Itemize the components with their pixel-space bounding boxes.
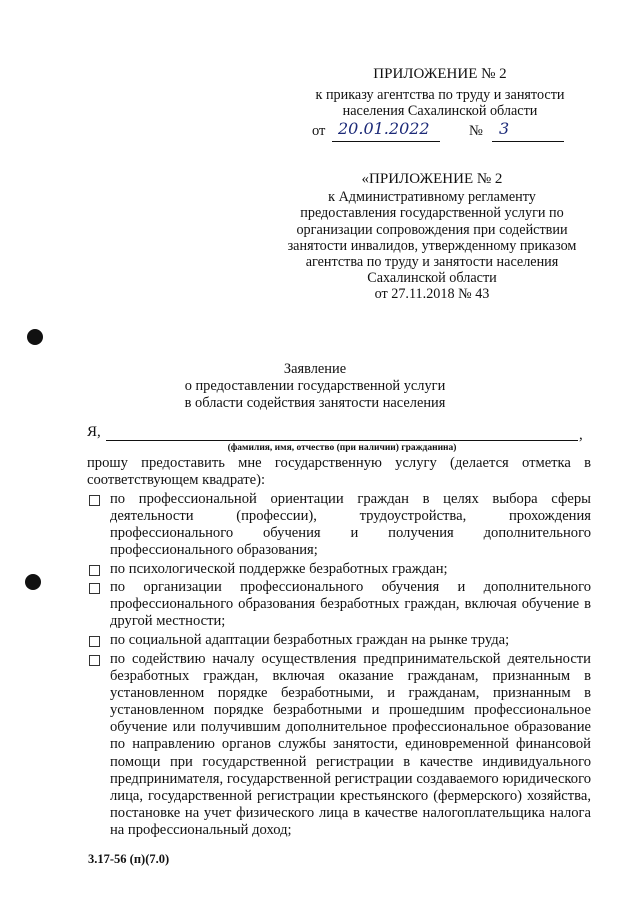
- appendix-line: населения Сахалинской области: [342, 103, 538, 119]
- form-code: 3.17-56 (п)(7.0): [88, 852, 170, 866]
- handwritten-date: 20.01.2022: [338, 119, 430, 138]
- regulation-line: организации сопровождения при содействии: [296, 221, 568, 238]
- appendix-line: к приказу агентства по труду и занятости: [315, 87, 565, 103]
- service-option: [87, 561, 591, 578]
- regulation-line: агентства по труду и занятости населения: [305, 254, 559, 271]
- number-label: №: [469, 123, 483, 139]
- handwritten-number: 3: [499, 119, 510, 138]
- appendix-header: [300, 66, 580, 119]
- option-checkbox[interactable]: [89, 583, 100, 594]
- from-label: от: [312, 123, 326, 139]
- title-line: в области содействия занятости населения: [184, 395, 446, 411]
- option-checkbox[interactable]: [89, 495, 100, 506]
- request-intro: прошу предоставить мне государственную услугу (делается отметка в соответствующем квадрате):: [87, 455, 591, 489]
- appendix-title: ПРИЛОЖЕНИЕ № 2: [373, 66, 507, 82]
- option-checkbox[interactable]: [89, 565, 100, 576]
- regulation-header: [272, 171, 592, 303]
- applicant-prefix: Я,: [87, 424, 101, 440]
- regulation-line: Сахалинской области: [367, 270, 497, 287]
- regulation-line: к Административному регламенту: [328, 189, 536, 206]
- option-text: по психологической поддержке безработных граждан;: [110, 561, 448, 577]
- service-option: [87, 651, 591, 839]
- regulation-title: «ПРИЛОЖЕНИЕ № 2: [361, 171, 503, 187]
- option-text: по социальной адаптации безработных граждан на рынке труда;: [110, 632, 510, 648]
- option-text: по содействию началу осуществления предпринимательской деятельности безработных граждан, включая оказание гражданам, признанным в установленном порядке безработными, и гражданам, признанным в установленном порядке безработными и прошедшим профессиональное обучение или получившим дополнительное профессиональное образование по направлению органов службы занятости, единовременной финансовой помощи при государственной регистрации в качестве индивидуального предпринимателя, государственной регистрации создаваемого юридического лица, государственной регистрации крестьянского (фермерского) хозяйства, постановке на учет физического лица в качестве налогоплательщика налога на профессиональный доход;: [110, 651, 591, 838]
- regulation-line: от 27.11.2018 № 43: [374, 286, 490, 303]
- option-checkbox[interactable]: [89, 655, 100, 666]
- service-option: [87, 632, 591, 649]
- option-text: по организации профессионального обучения и дополнительного профессионального образования безработных граждан, включая обучение в другой местности;: [110, 579, 591, 630]
- service-option: [87, 491, 591, 559]
- regulation-line: занятости инвалидов, утвержденному приказом: [287, 237, 577, 254]
- title-line: о предоставлении государственной услуги: [184, 378, 446, 394]
- applicant-suffix: ,: [579, 427, 583, 443]
- document-title: [150, 361, 480, 412]
- applicant-field-caption: (фамилия, имя, отчество (при наличии) гражданина): [227, 443, 457, 453]
- applicant-name-field[interactable]: [106, 440, 578, 441]
- punch-hole-mark: [25, 574, 41, 590]
- title-line: Заявление: [283, 361, 347, 377]
- regulation-line: предоставления государственной услуги по: [300, 205, 564, 222]
- option-checkbox[interactable]: [89, 636, 100, 647]
- date-underline: [332, 141, 440, 142]
- punch-hole-mark: [27, 329, 43, 345]
- option-text: по профессиональной ориентации граждан в целях выбора сферы деятельности (профессии), трудоустройства, прохождения профессионального обучения и получения дополнительного профессионального образования;: [110, 491, 591, 559]
- number-underline: [492, 141, 564, 142]
- service-option: [87, 579, 591, 630]
